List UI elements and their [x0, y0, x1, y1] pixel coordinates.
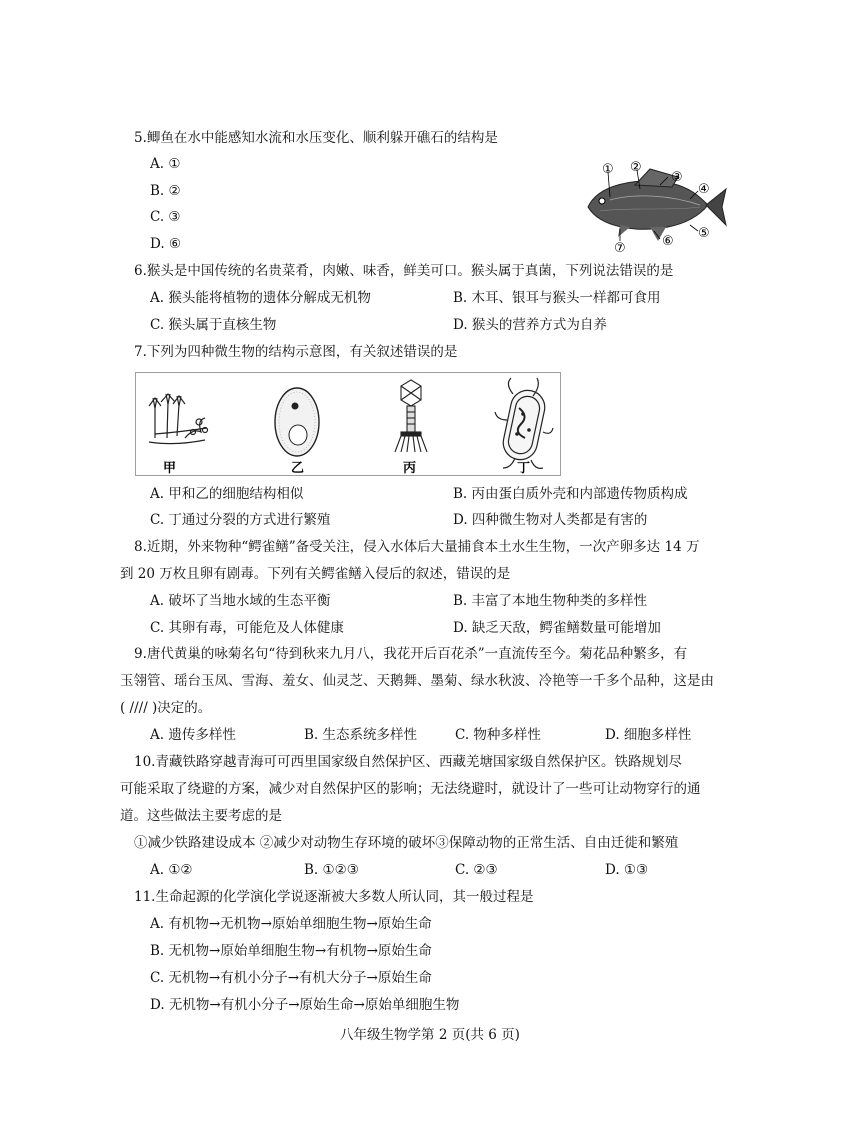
page-footer: 八年级生物学第 2 页(共 6 页): [340, 1027, 520, 1043]
q6-stem: 6.猴头是中国传统的名贵菜肴，肉嫩、味香，鲜美可口。猴头属于真菌，下列说法错误的是: [134, 263, 674, 279]
fish-label-5: ⑤: [698, 226, 710, 241]
q9-option-b: B. 生态系统多样性: [304, 727, 418, 743]
q5-option-d: D. ⑥: [150, 236, 182, 252]
q5-stem: 5.鲫鱼在水中能感知水流和水压变化、顺利躲开礁石的结构是: [134, 130, 498, 146]
q11-option-b: B. 无机物→原始单细胞生物→有机物→原始生命: [150, 943, 432, 959]
fish-label-1: ①: [602, 162, 614, 177]
q8-stem-line1: 8.近期，外来物种“鳄雀鳝”备受关注，侵入水体后大量捕食本土水生生物，一次产卵多达 14 万: [134, 539, 700, 555]
q9-option-a: A. 遗传多样性: [150, 727, 236, 743]
q9-stem-line2: 玉翎管、瑶台玉凤、雪海、羞女、仙灵芝、天鹅舞、墨菊、绿水秋波、冷艳等一千多个品种，这是由: [120, 673, 714, 689]
q6-option-b: B. 木耳、银耳与猴头一样都可食用: [453, 290, 661, 306]
q8-option-a: A. 破坏了当地水域的生态平衡: [150, 593, 331, 609]
phage-drawing: [395, 380, 427, 452]
q9-option-c: C. 物种多样性: [455, 727, 541, 743]
q10-statements: ①减少铁路建设成本 ②减少对动物生存环境的破坏③保障动物的正常生活、自由迁徙和繁殖: [134, 835, 679, 851]
bacterium-drawing: [495, 378, 553, 468]
q6-option-a: A. 猴头能将植物的遗体分解成无机物: [150, 290, 371, 306]
microbe-label-bing: 丙: [403, 461, 417, 476]
microbe-label-ding: 丁: [517, 461, 531, 476]
microbe-label-jia: 甲: [163, 461, 177, 476]
q8-option-b: B. 丰富了本地生物种类的多样性: [453, 593, 648, 609]
q11-stem: 11.生命起源的化学演化学说逐渐被大多数人所认同，其一般过程是: [134, 889, 534, 905]
q11-option-a: A. 有机物→无机物→原始单细胞生物→原始生命: [150, 916, 432, 932]
q10-stem-line3: 道。这些做法主要考虑的是: [120, 808, 282, 824]
q9-stem-line1: 9.唐代黄巢的咏菊名句“待到秋来九月八，我花开后百花杀”一直流传至今。菊花品种繁多，有: [134, 646, 688, 662]
q7-stem: 7.下列为四种微生物的结构示意图，有关叙述错误的是: [134, 344, 458, 360]
q5-option-b: B. ②: [150, 183, 181, 199]
q10-option-a: A. ①②: [150, 862, 193, 878]
q8-option-d: D. 缺乏天敌，鳄雀鳝数量可能增加: [453, 620, 661, 636]
q5-option-c: C. ③: [150, 209, 181, 225]
yeast-drawing: [275, 388, 319, 456]
fish-label-6: ⑥: [662, 234, 674, 249]
q7-option-c: C. 丁通过分裂的方式进行繁殖: [150, 512, 331, 528]
q8-stem-line2: 到 20 万枚且卵有剧毒。下列有关鳄雀鳝入侵后的叙述，错误的是: [120, 566, 511, 582]
microbe-label-yi: 乙: [291, 461, 305, 476]
q7-option-d: D. 四种微生物对人类都是有害的: [453, 512, 648, 528]
q5-option-a: A. ①: [150, 156, 181, 172]
q10-option-d: D. ①③: [605, 862, 649, 878]
microbe-figure: [135, 372, 561, 476]
q10-option-c: C. ②③: [455, 862, 498, 878]
q11-option-c: C. 无机物→有机小分子→有机大分子→原始生命: [150, 970, 432, 986]
fish-figure: [580, 155, 730, 253]
q10-stem-line1: 10.青藏铁路穿越青海可可西里国家级自然保护区、西藏羌塘国家级自然保护区。铁路规划尽: [134, 754, 682, 770]
fish-label-2: ②: [630, 160, 642, 175]
q6-option-c: C. 猴头属于直核生物: [150, 317, 277, 333]
q7-option-a: A. 甲和乙的细胞结构相似: [150, 486, 304, 502]
q9-option-d: D. 细胞多样性: [605, 727, 692, 743]
fish-label-7: ⑦: [614, 241, 626, 253]
q7-option-b: B. 丙由蛋白质外壳和内部遗传物质构成: [453, 486, 688, 502]
fish-label-4: ④: [698, 182, 710, 197]
q11-option-d: D. 无机物→有机小分子→原始生命→原始单细胞生物: [150, 997, 460, 1013]
q6-option-d: D. 猴头的营养方式为自养: [453, 317, 607, 333]
mold-drawing: [149, 394, 208, 444]
q10-stem-line2: 可能采取了绕避的方案，减少对自然保护区的影响；无法绕避时，就设计了一些可让动物穿行的通: [120, 781, 701, 797]
q8-option-c: C. 其卵有毒，可能危及人体健康: [150, 620, 344, 636]
q10-option-b: B. ①②③: [304, 862, 359, 878]
fish-label-3: ③: [671, 170, 683, 185]
q9-stem-line3: ( //// )决定的。: [120, 700, 212, 716]
